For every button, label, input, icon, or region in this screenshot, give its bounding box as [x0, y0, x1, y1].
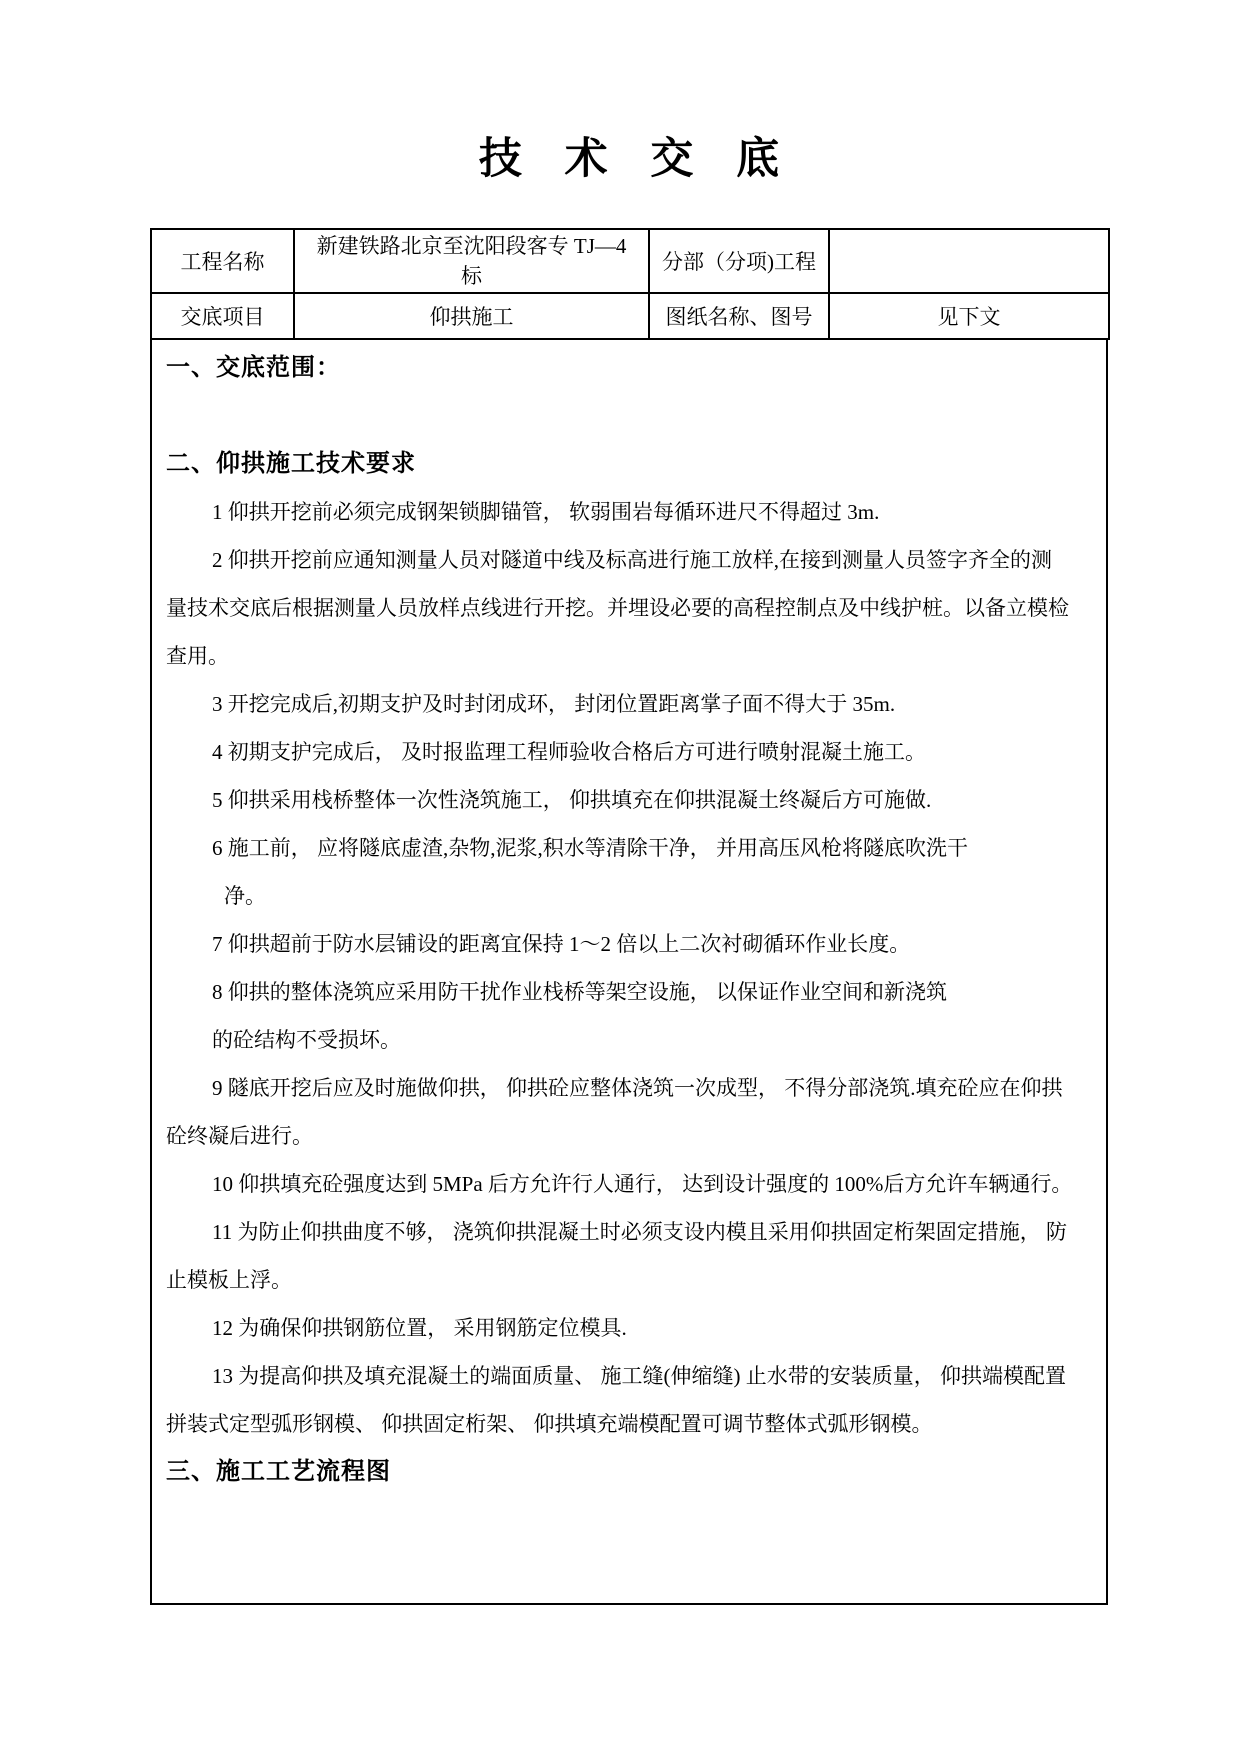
- body-line: 3 开挖完成后,初期支护及时封闭成环， 封闭位置距离掌子面不得大于 35m.: [212, 692, 896, 716]
- body-line: 11 为防止仰拱曲度不够， 浇筑仰拱混凝土时必须支设内模且采用仰拱固定桁架固定措施， 防: [212, 1220, 1067, 1244]
- subproject-value: [829, 229, 1109, 293]
- content-box: [150, 338, 1108, 1605]
- subproject-label: 分部（分项)工程: [649, 229, 829, 293]
- body-line: 查用。: [166, 644, 229, 668]
- blank-line: [166, 392, 1092, 440]
- body-line: 12 为确保仰拱钢筋位置， 采用钢筋定位模具.: [212, 1316, 627, 1340]
- project-name-value-line1: 新建铁路北京至沈阳段客专 TJ—4: [316, 234, 627, 258]
- drawing-name-label: 图纸名称、图号: [649, 293, 829, 339]
- body-line: 拼装式定型弧形钢模、 仰拱固定桁架、 仰拱填充端模配置可调节整体式弧形钢模。: [166, 1412, 933, 1436]
- section-heading: 二、仰拱施工技术要求: [166, 450, 416, 477]
- body-line: 13 为提高仰拱及填充混凝土的端面质量、 施工缝(伸缩缝) 止水带的安装质量， 仰拱端模配置: [212, 1364, 1066, 1388]
- project-name-label: 工程名称: [151, 229, 294, 293]
- body-line: 5 仰拱采用栈桥整体一次性浇筑施工， 仰拱填充在仰拱混凝土终凝后方可施做.: [212, 788, 932, 812]
- body-line: 2 仰拱开挖前应通知测量人员对隧道中线及标高进行施工放样,在接到测量人员签字齐全的测: [212, 548, 1052, 572]
- info-table: [150, 228, 1110, 340]
- project-name-value: [294, 229, 649, 293]
- body-line: 8 仰拱的整体浇筑应采用防干扰作业栈桥等架空设施， 以保证作业空间和新浇筑: [212, 980, 947, 1004]
- disclosure-item-label: 交底项目: [151, 293, 294, 339]
- body-line: 4 初期支护完成后， 及时报监理工程师验收合格后方可进行喷射混凝土施工。: [212, 740, 926, 764]
- body-line: 止模板上浮。: [166, 1268, 292, 1292]
- body-line: 净。: [224, 884, 266, 908]
- table-row: [151, 229, 1109, 293]
- disclosure-item-value: 仰拱施工: [294, 293, 649, 339]
- table-row: [151, 293, 1109, 339]
- section-heading: 一、交底范围：: [166, 354, 341, 381]
- body-line: 砼终凝后进行。: [166, 1124, 313, 1148]
- section-heading: 三、施工工艺流程图: [166, 1458, 391, 1485]
- document-title: 技 术 交 底: [478, 136, 780, 183]
- body-line: 9 隧底开挖后应及时施做仰拱， 仰拱砼应整体浇筑一次成型， 不得分部浇筑.填充砼应在仰拱: [212, 1076, 1063, 1100]
- body-line: 10 仰拱填充砼强度达到 5MPa 后方允许行人通行， 达到设计强度的 100%后方允许车辆通行。: [212, 1172, 1073, 1196]
- body-line: 的砼结构不受损坏。: [212, 1028, 401, 1052]
- drawing-name-value: 见下文: [829, 293, 1109, 339]
- body-line: 量技术交底后根据测量人员放样点线进行开挖。并埋设必要的高程控制点及中线护桩。以备立模检: [166, 596, 1069, 620]
- body-line: 6 施工前， 应将隧底虚渣,杂物,泥浆,积水等清除干净， 并用高压风枪将隧底吹洗干: [212, 836, 968, 860]
- body-line: 7 仰拱超前于防水层铺设的距离宜保持 1～2 倍以上二次衬砌循环作业长度。: [212, 932, 911, 956]
- body-line: 1 仰拱开挖前必须完成钢架锁脚锚管， 软弱围岩每循环进尺不得超过 3m.: [212, 500, 880, 524]
- project-name-value-line2: 标: [461, 264, 482, 288]
